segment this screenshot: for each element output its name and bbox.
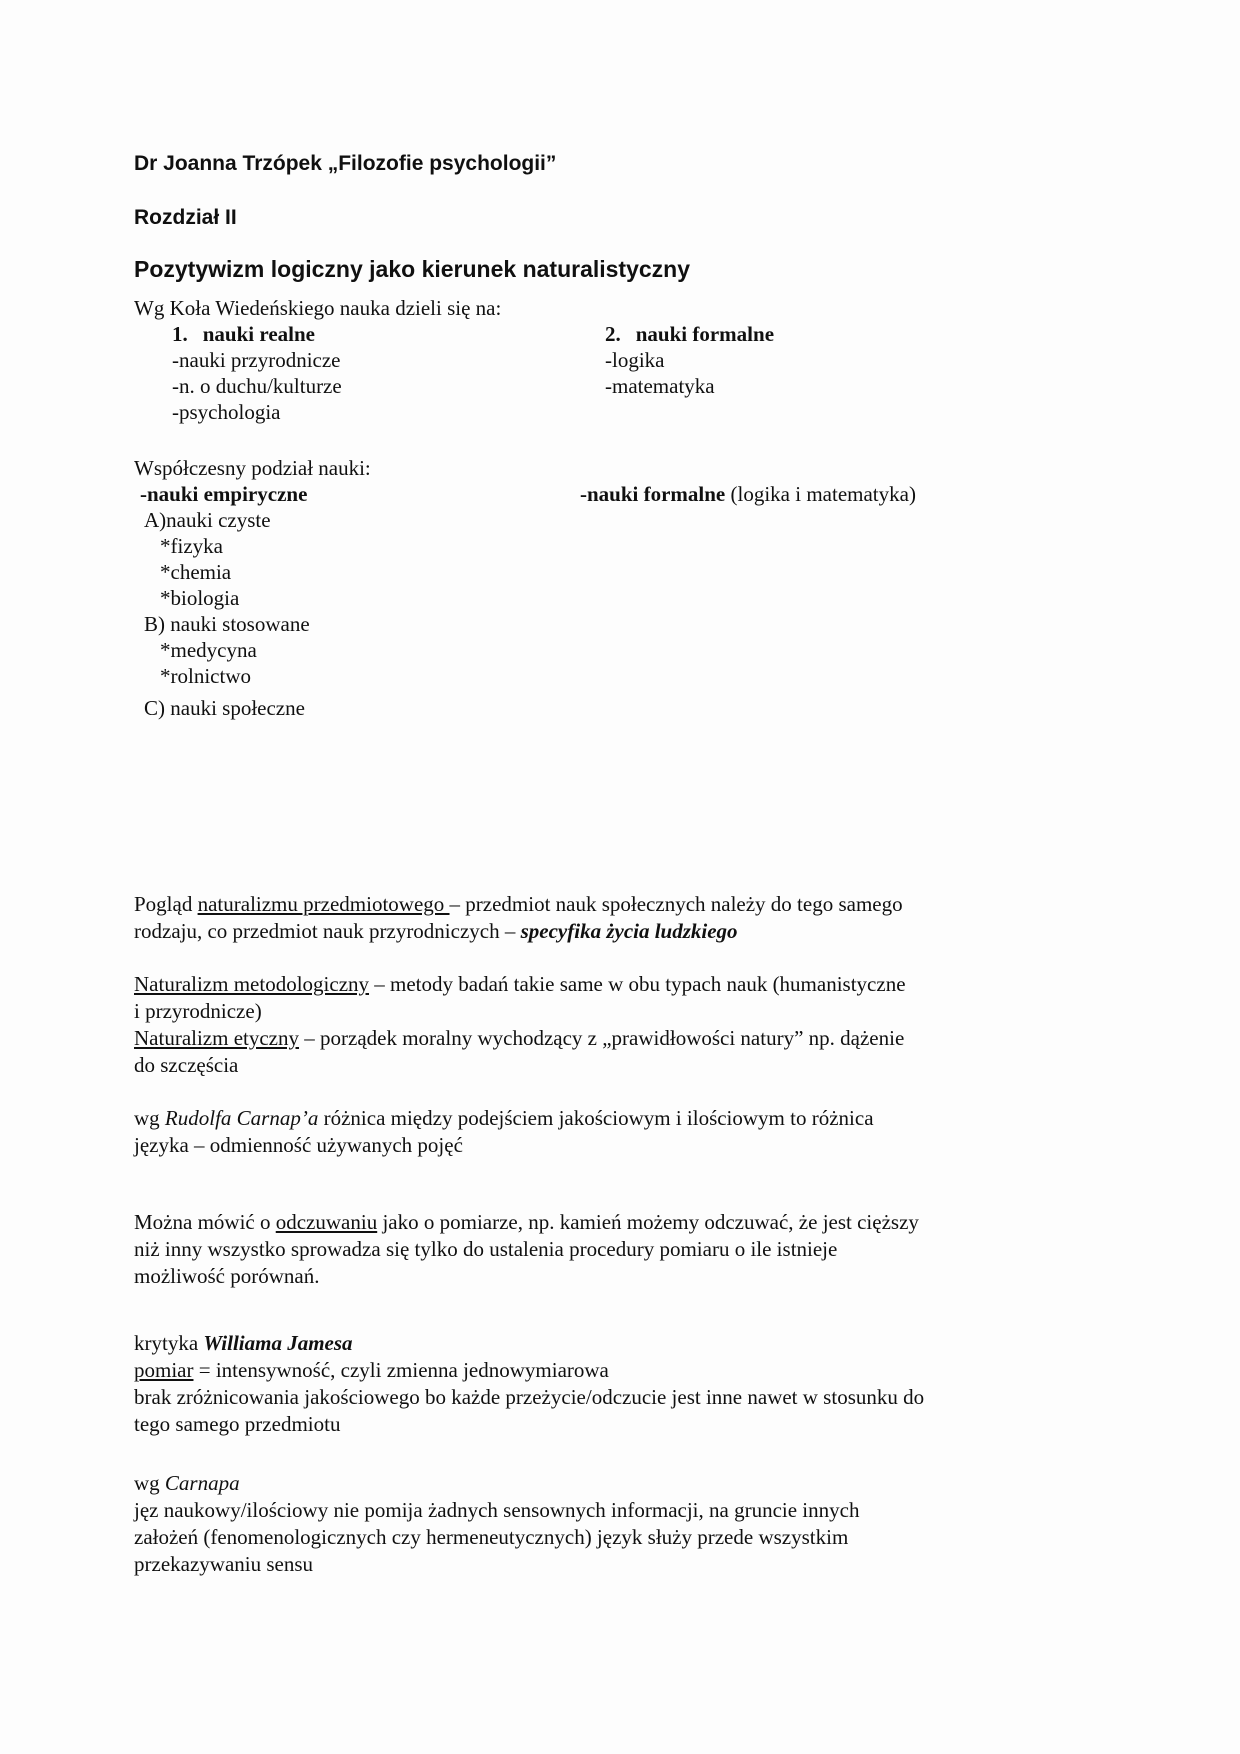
- list-item: -nauki przyrodnicze: [172, 348, 341, 372]
- list-item: *biologia: [160, 586, 240, 610]
- col1-number: 1.: [172, 322, 188, 346]
- modern-division-outline: [134, 507, 1100, 721]
- paragraph-jezyk-naukowy: jęz naukowy/ilościowy nie pomija żadnych sensownych informacji, na gruncie innych założeń (fenomenologicznych czy hermeneutycznych) język służy przede wszystkim przekazywaniu sensu: [134, 1498, 860, 1576]
- paragraph-block: [134, 891, 1100, 945]
- list-item: -logika: [605, 348, 665, 372]
- modern-division-heading: Współczesny podział nauki:: [134, 456, 371, 480]
- formal-sciences-label: -nauki formalne: [580, 482, 726, 506]
- paragraph-naturalizm-przedmiotowy: Pogląd naturalizmu przedmiotowego – przedmiot nauk społecznych należy do tego samego rodzaju, co przedmiot nauk przyrodniczych – specyfika życia ludzkiego: [134, 892, 903, 943]
- paragraph-block: [134, 1209, 1100, 1290]
- page-title: Dr Joanna Trzópek „Filozofie psychologii”: [134, 152, 557, 175]
- classification-row: [134, 399, 1100, 425]
- modern-division-terms-row: [134, 481, 1100, 507]
- paragraph-block: [134, 971, 1100, 1079]
- intro-line: Wg Koła Wiedeńskiego nauka dzieli się na:: [134, 296, 502, 320]
- paragraph-naturalizm-etyczny: Naturalizm etyczny – porządek moralny wychodzący z „prawidłowości natury” np. dążenie do szczęścia: [134, 1026, 905, 1077]
- paragraph-odczuwanie-pomiar: Można mówić o odczuwaniu jako o pomiarze, np. kamień możemy odczuwać, że jest cięższy niż inny wszystko sprowadza się tylko do ustalenia procedury pomiaru o ile istnieje możliwość porównań.: [134, 1210, 919, 1288]
- col1-header: [134, 321, 605, 347]
- paragraph-carnap-roznica: wg Rudolfa Carnap’a różnica między podejściem jakościowym i ilościowym to różnica języka – odmienność używanych pojęć: [134, 1106, 874, 1157]
- group-a-label: A)nauki czyste: [144, 508, 271, 532]
- paragraph-pomiar-definicja: pomiar = intensywność, czyli zmienna jednowymiarowa: [134, 1358, 609, 1382]
- list-item: -n. o duchu/kulturze: [172, 374, 342, 398]
- formal-sciences-note: (logika i matematyka): [725, 482, 916, 506]
- paragraph-naturalizm-metodologiczny: Naturalizm metodologiczny – metody badań takie same w obu typach nauk (humanistyczne i przyrodnicze): [134, 972, 906, 1023]
- list-item: *rolnictwo: [160, 664, 251, 688]
- list-item: *medycyna: [160, 638, 257, 662]
- col2-header: [605, 321, 1100, 347]
- list-item: -matematyka: [605, 374, 715, 398]
- empirical-sciences-term: -nauki empiryczne: [140, 482, 308, 506]
- paragraph-krytyka-jamesa: krytyka Williama Jamesa: [134, 1331, 353, 1355]
- col2-title: nauki formalne: [635, 322, 775, 346]
- paragraph-wg-carnapa: wg Carnapa: [134, 1471, 240, 1495]
- classification-header-row: [134, 321, 1100, 347]
- list-item: -psychologia: [172, 400, 281, 424]
- group-b-label: B) nauki stosowane: [144, 612, 310, 636]
- list-item: [605, 399, 1100, 425]
- group-c-label: C) nauki społeczne: [144, 696, 305, 720]
- classification-row: [134, 347, 1100, 373]
- paragraph-block: [134, 1470, 1100, 1578]
- chapter-heading: Rozdział II: [134, 206, 237, 229]
- col1-title: nauki realne: [202, 322, 315, 346]
- paragraph-block: [134, 1105, 1100, 1159]
- list-item: *fizyka: [160, 534, 223, 558]
- paragraph-brak-zroznicowania: brak zróżnicowania jakościowego bo każde przeżycie/odczucie jest inne nawet w stosunku do tego samego przedmiotu: [134, 1385, 925, 1436]
- classification-row: [134, 373, 1100, 399]
- body-paragraphs: [134, 891, 1100, 1578]
- formal-sciences-term: [580, 481, 1100, 507]
- science-classification-columns: [134, 321, 1100, 425]
- col2-number: 2.: [605, 322, 621, 346]
- paragraph-block: [134, 1330, 1100, 1438]
- list-item: *chemia: [160, 560, 232, 584]
- section-heading: Pozytywizm logiczny jako kierunek naturalistyczny: [134, 256, 691, 282]
